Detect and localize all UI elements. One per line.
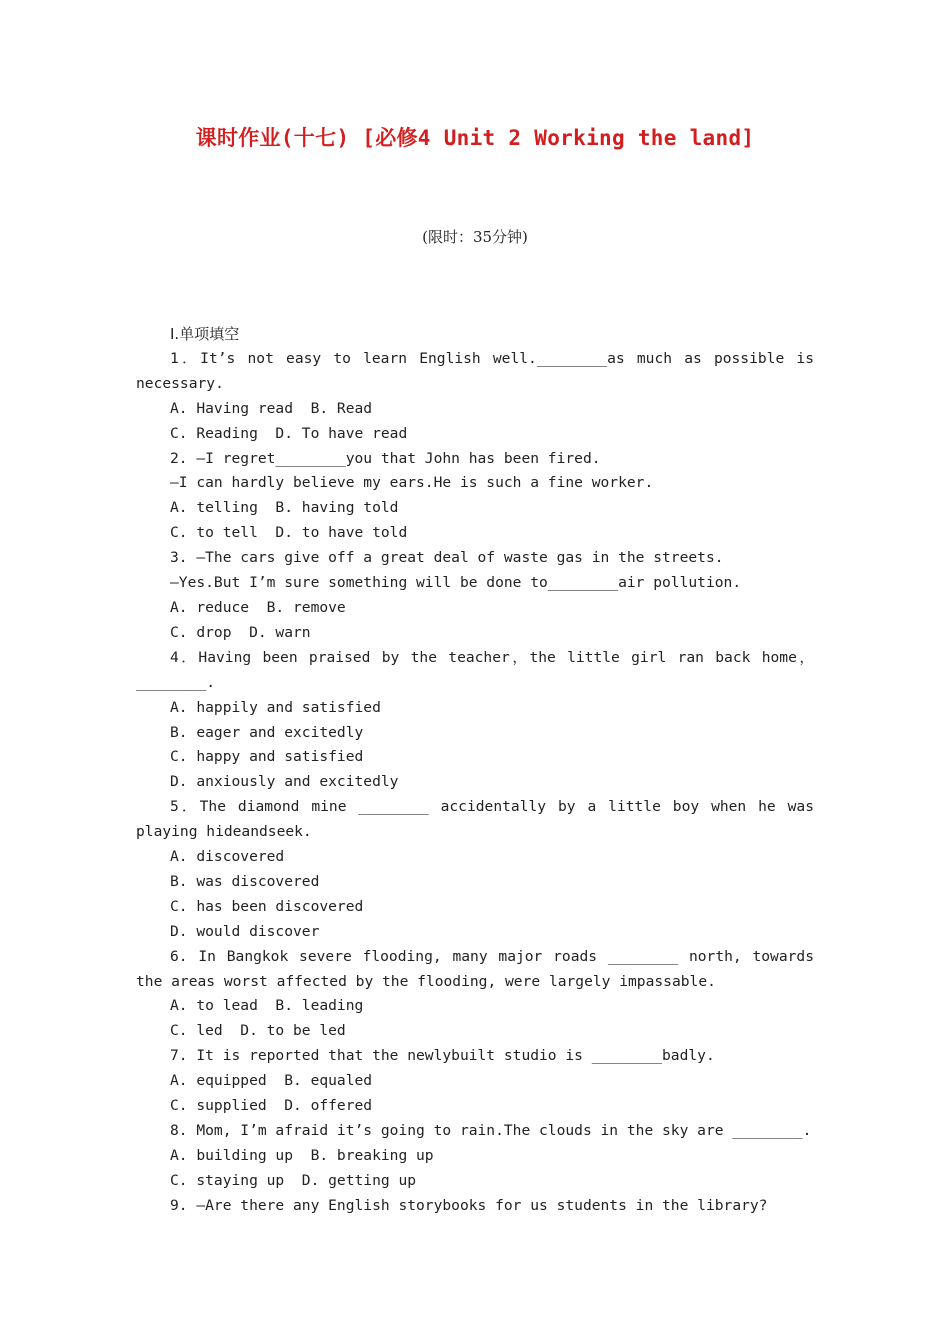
answer-option: A. happily and satisfied bbox=[170, 698, 381, 716]
question-stem: 5．The diamond mine ________ accidentally by a little boy when he was playing hideandseek. bbox=[136, 798, 814, 841]
answer-option: D. would discover bbox=[170, 922, 320, 940]
answer-option: A. telling B. having told bbox=[170, 499, 399, 517]
answer-option: C. to tell D. to have told bbox=[170, 524, 408, 542]
answer-option: A. building up B. breaking up bbox=[170, 1146, 434, 1164]
question-stem: 1．It’s not easy to learn English well.________as much as possible is necessary. bbox=[136, 349, 814, 392]
answer-option: C. staying up D. getting up bbox=[170, 1171, 417, 1189]
question-item bbox=[136, 1044, 814, 1119]
question-item bbox=[136, 945, 814, 1045]
question-stem: 4．Having been praised by the teacher，the little girl ran back home，________. bbox=[136, 648, 814, 691]
answer-option: C. supplied D. offered bbox=[170, 1097, 373, 1115]
answer-option: A. Having read B. Read bbox=[170, 399, 373, 417]
answer-option: A. discovered bbox=[170, 848, 285, 866]
question-stem: 7. It is reported that the newlybuilt studio is ________badly. bbox=[170, 1047, 715, 1065]
question-item bbox=[136, 347, 814, 447]
question-dialogue-line: —I can hardly believe my ears.He is such a fine worker. bbox=[170, 474, 654, 492]
answer-option: A. equipped B. equaled bbox=[170, 1072, 373, 1090]
question-list bbox=[136, 347, 814, 1219]
question-stem: 2. —I regret________you that John has been fired. bbox=[170, 449, 601, 467]
question-item bbox=[136, 646, 814, 795]
question-item bbox=[136, 795, 814, 944]
answer-option: B. was discovered bbox=[170, 872, 320, 890]
question-stem: 8. Mom, I’m afraid it’s going to rain.The clouds in the sky are ________. bbox=[170, 1122, 812, 1139]
question-stem: 6. In Bangkok severe flooding, many major roads ________ north, towards the areas worst affected by the flooding, were largely impassable. bbox=[136, 947, 814, 990]
question-item bbox=[136, 546, 814, 646]
answer-option: A. to lead B. leading bbox=[170, 997, 364, 1015]
answer-option: C. has been discovered bbox=[170, 897, 364, 915]
section-heading: Ⅰ.单项填空 bbox=[170, 325, 240, 343]
answer-option: A. reduce B. remove bbox=[170, 598, 346, 616]
question-item bbox=[136, 1194, 814, 1219]
question-dialogue-line: —Yes.But I’m sure something will be done to________air pollution. bbox=[170, 574, 742, 592]
question-stem: 3. —The cars give off a great deal of waste gas in the streets. bbox=[170, 549, 724, 567]
time-limit: (限时：35分钟) bbox=[422, 228, 528, 246]
question-stem: 9. —Are there any English storybooks for us students in the library? bbox=[170, 1196, 768, 1214]
answer-option: B. eager and excitedly bbox=[170, 723, 364, 741]
answer-option: C. led D. to be led bbox=[170, 1022, 346, 1040]
answer-option: C. drop D. warn bbox=[170, 623, 311, 641]
answer-option: C. Reading D. To have read bbox=[170, 424, 408, 442]
exercise-content bbox=[136, 322, 814, 1219]
answer-option: D. anxiously and excitedly bbox=[170, 773, 399, 791]
page-title: 课时作业(十七) [必修4 Unit 2 Working the land] bbox=[195, 126, 755, 150]
question-item bbox=[136, 447, 814, 547]
question-item bbox=[136, 1119, 814, 1194]
answer-option: C. happy and satisfied bbox=[170, 748, 364, 766]
